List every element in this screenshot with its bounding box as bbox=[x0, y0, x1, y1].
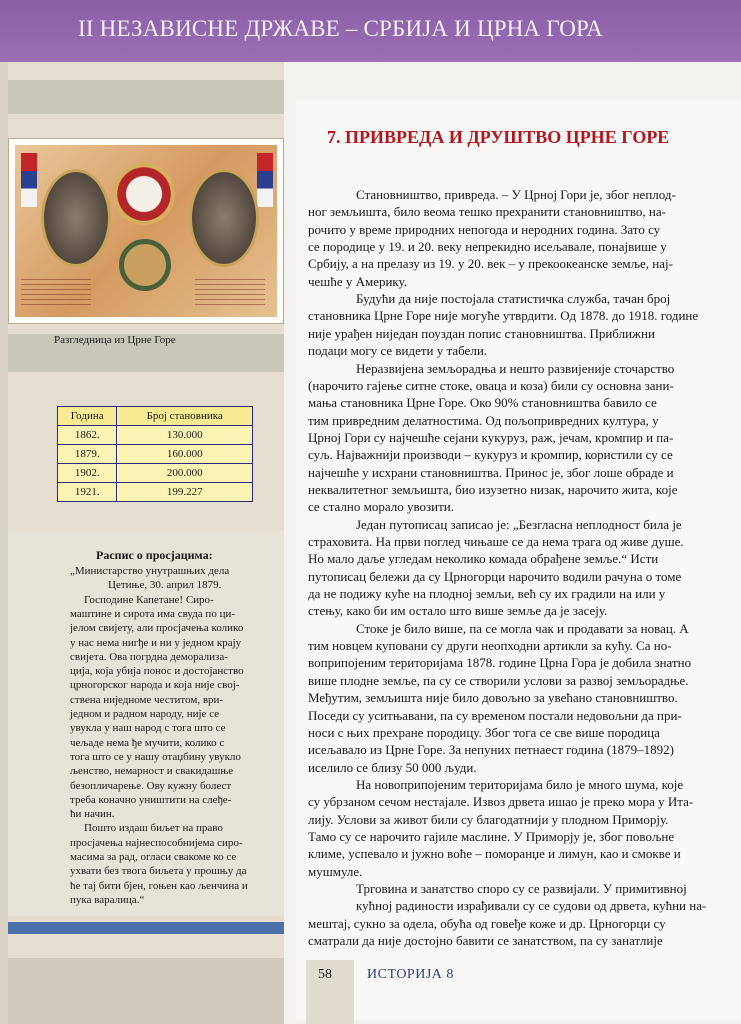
table-header-row bbox=[58, 407, 253, 426]
column-header-population: Број становника bbox=[117, 407, 253, 426]
article-line: мања становника Црне Горе. Око 90% становништва бавило се bbox=[308, 395, 657, 411]
article-line: чешће у Америку. bbox=[308, 273, 408, 289]
article-line: носи с њих прехране породицу. Због тога се све више породица bbox=[308, 724, 660, 740]
order-line: једном и радном народу, није се bbox=[70, 708, 220, 720]
order-line: чељаде нема ђе мучити, колико с bbox=[70, 736, 225, 749]
order-line: Господине Капетане! Сиро- bbox=[84, 593, 214, 606]
article-line: мушмуле. bbox=[308, 863, 363, 879]
order-line: ће тај бити бјен, гоњен као љенчина и bbox=[70, 879, 248, 892]
order-line: пука варалица.“ bbox=[70, 893, 145, 906]
article-line: исељавало из Црне Горе. За непуних петнаест година (1879–1892) bbox=[308, 742, 674, 758]
order-line: у нас нема нигђе и ни у једном крају bbox=[70, 636, 242, 649]
article-line: Међутим, земљишта није било довољно за увећано становништво. bbox=[308, 690, 678, 706]
wreath-icon bbox=[119, 239, 171, 291]
left-sidebar-band bbox=[8, 80, 284, 114]
article-line: се стално морало увозити. bbox=[308, 499, 455, 515]
order-line: „Министарство унутрашњих дела bbox=[70, 565, 230, 577]
order-line: ћи начин. bbox=[70, 808, 115, 821]
article-line: климе, успевало и јужно воће – поморанџе и лимун, као и смокве и bbox=[308, 846, 681, 862]
article-line: стењу, како би им остало што више земље да је засеју. bbox=[308, 603, 608, 619]
article-line: суљ. Најважнији производи – кукуруз и кромпир, користили су се bbox=[308, 447, 673, 463]
article-line: На новоприпојеним територијама било је много шума, које bbox=[356, 776, 684, 792]
article-line: Стоке је било више, па се могла чак и продавати за новац. А bbox=[356, 620, 689, 636]
header-banner bbox=[0, 0, 741, 62]
article-line: Становништво, привреда. – У Црној Гори је, због неплод- bbox=[356, 187, 676, 202]
article-line: мештај, сукно за одела, обућа од говеђе коже и др. Црногорци су bbox=[308, 915, 666, 931]
left-edge-strip bbox=[0, 62, 8, 1024]
table-row bbox=[58, 483, 253, 502]
article-title: 7. ПРИВРЕДА И ДРУШТВО ЦРНЕ ГОРЕ bbox=[327, 127, 670, 147]
article-line: (нарочито гајење ситне стоке, оваца и коза) били су основна зани- bbox=[308, 377, 674, 393]
flag-left bbox=[21, 153, 37, 207]
order-line: маштине и сирота има свуда по ци- bbox=[70, 607, 235, 620]
flag-right bbox=[257, 153, 273, 207]
article-line: ног земљишта, било веома тешко прехранити становништво, на- bbox=[308, 204, 666, 220]
column-header-year: Година bbox=[58, 407, 117, 426]
order-line: свијета. Ова погрдна деморализа- bbox=[70, 650, 228, 663]
article-line: тим новцем куповани су други неопходни артикли за кућу. Са но- bbox=[308, 638, 672, 654]
order-line: масима за рад, огласи свакоме ко се bbox=[70, 851, 237, 863]
article-line: Поседи су уситњавани, па су временом постали недовољни да при- bbox=[308, 707, 682, 723]
population-cell: 160.000 bbox=[117, 445, 253, 464]
article-line: сматрали да није достојно бавити се занатством, па су занатлије bbox=[308, 933, 663, 949]
order-line: безопличарење. Ову кужну болест bbox=[70, 779, 232, 792]
year-cell: 1902. bbox=[58, 464, 117, 483]
article-line: Но мало даље угледам неколико комада обрађене земље.“ Исти bbox=[308, 551, 659, 567]
order-line: тога што се у нашу отаџбину увукло bbox=[70, 750, 241, 763]
article-line: се породице у 19. и 20. веку непрекидно исељавале, понајвише у bbox=[308, 239, 667, 255]
postcard-image bbox=[8, 138, 284, 324]
article-line: Будући да није постојала статистичка служба, тачан број bbox=[356, 291, 671, 307]
order-line: увукла у наш народ с тога што се bbox=[70, 722, 226, 735]
order-line: просјачења најнеспособнијема сиро- bbox=[70, 836, 243, 849]
article-line: Тамо су се нарочито гајиле маслине. У Приморју је, због повољне bbox=[308, 828, 675, 844]
year-cell: 1879. bbox=[58, 445, 117, 464]
article-line: више плодне земље, па су се створили услови за развој земљорадње. bbox=[308, 672, 689, 688]
table-row bbox=[58, 426, 253, 445]
article-line: да не подижу куће на плодној земљи, већ су их градили на или у bbox=[308, 586, 666, 602]
article-line: путописац бележи да су Црногорци нарочито водили рачуна о томе bbox=[308, 568, 682, 584]
year-cell: 1921. bbox=[58, 483, 117, 502]
population-cell: 199.227 bbox=[117, 483, 253, 502]
footer-band bbox=[8, 958, 284, 1024]
decorative-bar bbox=[8, 922, 284, 934]
table-row bbox=[58, 445, 253, 464]
article-line: становника Црне Горе није могуће утврдити. Од 1878. до 1918. године bbox=[308, 308, 699, 324]
postcard-caption: Разгледница из Црне Горе bbox=[54, 334, 176, 346]
order-line: ухвати без твога биљета у прошњу да bbox=[70, 865, 247, 878]
article-line: Један путописац записао је: „Безгласна неплодност била је bbox=[356, 516, 682, 532]
population-table bbox=[57, 406, 253, 502]
portrait-left bbox=[41, 169, 111, 267]
article-line: Црној Гори су најчешће сејани кукуруз, раж, јечам, кромпир и па- bbox=[308, 429, 674, 445]
order-line: ција, која убија понос и достојанство bbox=[70, 665, 244, 678]
order-line: Цетиње, 30. април 1879. bbox=[108, 579, 222, 592]
order-line: Пошто издаш биљет на право bbox=[84, 822, 223, 835]
article-line: су убрзаном сечом нестајале. Извоз дрвета ишао је преко мора у Ита- bbox=[308, 794, 694, 810]
article-line: лију. Услови за живот били су благодатнији у плодном Приморју. bbox=[308, 811, 669, 827]
article-line: страховита. На први поглед чињаше се да нема трага од живе душе. bbox=[308, 534, 684, 549]
portrait-right bbox=[189, 169, 259, 267]
coat-of-arms-icon bbox=[113, 163, 175, 225]
article-line: кућној радиности израђивали су се судови од дрвета, кућни на- bbox=[356, 898, 707, 914]
population-cell: 200.000 bbox=[117, 464, 253, 483]
order-line: ствена ниједноме честитом, ври- bbox=[70, 693, 224, 706]
population-cell: 130.000 bbox=[117, 426, 253, 445]
article-line: подаци могу се видети у табели. bbox=[308, 343, 488, 359]
page-number: 58 bbox=[318, 967, 332, 982]
article-line: Србију, а на прелазу из 19. у 20. век – у прекоокеанске земље, нај- bbox=[308, 256, 673, 272]
article-line: иселило се близу 50 000 људи. bbox=[308, 759, 477, 775]
article-line: није урађен ниједан поуздан попис становништва. Приближни bbox=[308, 325, 655, 341]
postcard-lettering bbox=[21, 279, 91, 307]
year-cell: 1862. bbox=[58, 426, 117, 445]
table-row bbox=[58, 464, 253, 483]
book-title: ИСТОРИЈА 8 bbox=[367, 967, 454, 982]
article-line: тим привредним делатностима. Од пољопривредних култура, у bbox=[308, 412, 659, 428]
article-line: Трговина и занатство споро су се развијали. У примитивној bbox=[356, 881, 687, 896]
order-line: јелом свијету, али просјачења колико bbox=[70, 622, 244, 635]
chapter-title: II НЕЗАВИСНЕ ДРЖАВЕ – СРБИЈА И ЦРНА ГОРА bbox=[78, 16, 603, 41]
article-line: вoприпојеним територијама 1878. године Црна Гора је добила знатно bbox=[308, 655, 692, 671]
article-line: неквалитетног земљишта, био изузетно низак, нарочито жита, које bbox=[308, 481, 678, 497]
article-line: најчешће у исхрани становништва. Принос је, због лоше обраде и bbox=[308, 464, 674, 480]
order-line: љенство, немарност и свакидашње bbox=[70, 765, 234, 778]
article-line: рочито у време природних непогода и неродних година. Зато су bbox=[308, 221, 661, 237]
order-title: Распис о просјацима: bbox=[96, 548, 213, 562]
postcard-lettering-right bbox=[195, 279, 265, 307]
article-line: Неразвијена земљорадња и нешто развијеније сточарство bbox=[356, 360, 675, 376]
order-line: треба коначно уништити на слеђе- bbox=[70, 793, 232, 806]
order-line: црногорског народа и која није своj- bbox=[70, 679, 240, 692]
